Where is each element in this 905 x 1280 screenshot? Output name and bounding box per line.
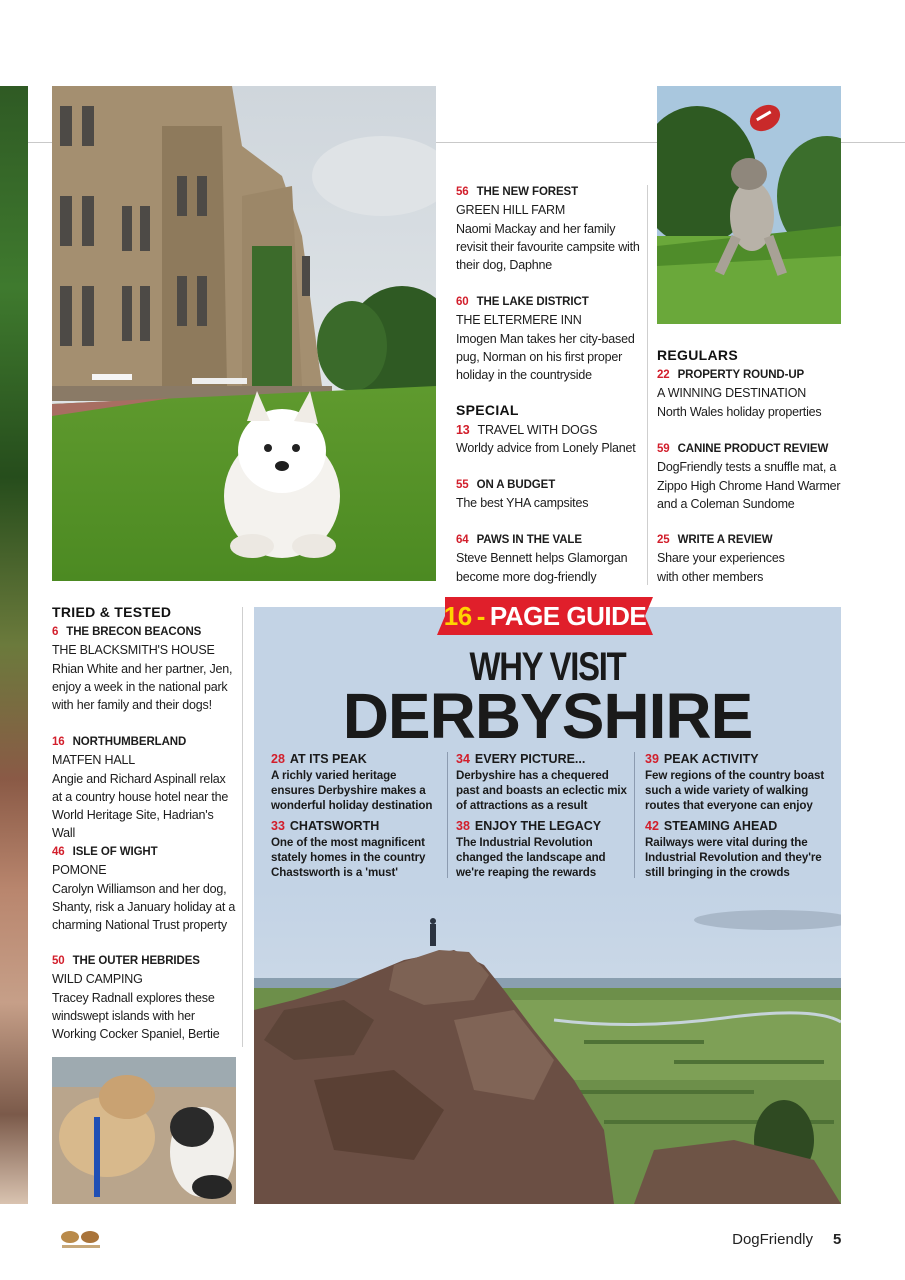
regulars-toc-entry-25[interactable] [657, 531, 807, 586]
guide-item-title: PEAK ACTIVITY [663, 752, 759, 766]
special-toc-entry-55[interactable] [456, 476, 641, 513]
edge-photo-strip [0, 86, 28, 1204]
entry-number: 25 [657, 534, 670, 546]
guide-item-39[interactable] [645, 752, 835, 813]
entry-description: Imogen Man takes her city-based pug, Norman on his first proper holiday in the countryside [456, 331, 635, 383]
entry-number: 46 [52, 846, 65, 858]
left-column-divider [242, 607, 243, 1047]
tried-tested-heading: TRIED & TESTED [52, 604, 172, 620]
left-toc-entry-50[interactable] [52, 952, 238, 1043]
middle-toc-entry-60[interactable] [456, 293, 641, 384]
guide-item-text: Railways were vital during the Industrial Revolution and they're still bringing in the crowds [645, 836, 822, 879]
guide-item-text: A richly varied heritage ensures Derbyshire makes a wonderful holiday destination [271, 769, 433, 812]
top-rule-right [841, 142, 905, 143]
entry-title: PAWS IN THE VALE [476, 534, 582, 546]
entry-title: CANINE PRODUCT REVIEW [677, 443, 829, 455]
guide-item-42[interactable] [645, 819, 835, 880]
guide-divider-2 [634, 752, 635, 878]
top-rule-middle [436, 142, 657, 143]
entry-description: DogFriendly tests a snuffle mat, a Zippo High Chrome Hand Warmer and a Coleman Sundome [657, 460, 841, 511]
entry-number: 6 [52, 626, 59, 638]
regulars-toc-entry-59[interactable] [657, 440, 847, 513]
entry-description: Share your experiences with other members [657, 551, 785, 584]
entry-description: The best YHA campsites [456, 496, 589, 511]
entry-description: Tracey Radnall explores these windswept islands with her Working Cocker Spaniel, Bertie [52, 990, 220, 1042]
entry-number: 16 [52, 736, 65, 748]
guide-column-1 [271, 752, 443, 880]
entry-subtitle: POMONE [52, 863, 107, 878]
footer-brand: DogFriendly [732, 1231, 813, 1248]
left-toc-entry-6[interactable] [52, 623, 238, 714]
guide-item-title: STEAMING AHEAD [663, 819, 778, 833]
entry-title: THE NEW FOREST [476, 186, 579, 198]
entry-subtitle: A WINNING DESTINATION [657, 386, 807, 401]
guide-item-number: 42 [645, 819, 659, 833]
page-guide-banner-text[interactable] [437, 597, 653, 635]
entry-description: Steve Bennett helps Glamorgan become more dog-friendly [456, 551, 628, 584]
entry-number: 60 [456, 296, 469, 308]
banner-number: 16 [443, 601, 472, 631]
entry-description: Carolyn Williamson and her dog, Shanty, risk a January holiday at a charming National Trust property [52, 881, 236, 933]
guide-item-28[interactable] [271, 752, 443, 813]
middle-column-divider [647, 185, 648, 585]
guide-item-title: ENJOY THE LEGACY [474, 819, 602, 833]
special-heading: SPECIAL [456, 402, 519, 418]
guide-item-number: 28 [271, 752, 285, 766]
entry-number: 22 [657, 369, 670, 381]
entry-description: Naomi Mackay and her family revisit their favourite campsite with their dog, Daphne [456, 221, 640, 273]
entry-title: ISLE OF WIGHT [72, 846, 158, 858]
regulars-heading: REGULARS [657, 347, 738, 363]
entry-subtitle: MATFEN HALL [52, 753, 135, 768]
guide-item-text: Few regions of the country boast such a wide variety of walking routes that everyone can enjoy [645, 769, 825, 812]
entry-number: 55 [456, 479, 469, 491]
pug-rugby-ball-photo [657, 86, 841, 324]
guide-divider-1 [447, 752, 448, 878]
special-toc-entry-13[interactable] [456, 421, 641, 458]
dogs-beach-photo [52, 1057, 236, 1204]
guide-item-34[interactable] [456, 752, 628, 813]
left-toc-entry-46[interactable] [52, 843, 238, 934]
guide-item-title: EVERY PICTURE... [474, 752, 586, 766]
left-toc-entry-16[interactable] [52, 733, 238, 843]
entry-number: 59 [657, 443, 670, 455]
entry-number: 50 [52, 955, 65, 967]
page-number: 5 [833, 1231, 842, 1248]
guide-kicker: WHY VISIT [469, 645, 626, 689]
entry-number: 13 [456, 423, 470, 437]
entry-title: THE OUTER HEBRIDES [72, 955, 200, 967]
guide-item-number: 38 [456, 819, 470, 833]
guide-item-text: Derbyshire has a chequered past and boasts an eclectic mix of attractions as a result [456, 769, 627, 812]
entry-title: PROPERTY ROUND-UP [677, 369, 805, 381]
guide-item-number: 34 [456, 752, 470, 766]
entry-title: THE BRECON BEACONS [66, 626, 202, 638]
peak-district-landscape-photo [254, 890, 841, 1204]
guide-item-title: CHATSWORTH [289, 819, 380, 833]
special-toc-entry-64[interactable] [456, 531, 641, 586]
banner-label: PAGE GUIDE [489, 601, 647, 631]
entry-number: 64 [456, 534, 469, 546]
regulars-toc-entry-22[interactable] [657, 366, 847, 421]
dogfriendly-logo-icon [56, 1225, 106, 1255]
entry-title: TRAVEL WITH DOGS [477, 423, 598, 437]
guide-title: DERBYSHIRE [342, 680, 753, 752]
entry-subtitle: THE ELTERMERE INN [456, 313, 582, 328]
banner-dash: - [476, 601, 485, 631]
guide-column-2 [456, 752, 628, 880]
entry-subtitle: WILD CAMPING [52, 972, 143, 987]
entry-title: NORTHUMBERLAND [72, 736, 187, 748]
guide-item-number: 33 [271, 819, 285, 833]
entry-description: Rhian White and her partner, Jen, enjoy a week in the national park with her family and their dogs! [52, 661, 233, 713]
entry-number: 56 [456, 186, 469, 198]
entry-description: Worldy advice from Lonely Planet [456, 441, 636, 456]
guide-column-3 [645, 752, 835, 880]
guide-item-38[interactable] [456, 819, 628, 880]
guide-item-number: 39 [645, 752, 659, 766]
entry-description: North Wales holiday properties [657, 404, 822, 419]
guide-item-title: AT ITS PEAK [289, 752, 367, 766]
guide-item-33[interactable] [271, 819, 443, 880]
entry-description: Angie and Richard Aspinall relax at a country house hotel near the World Heritage Site, Hadrian's Wall [52, 771, 229, 841]
entry-subtitle: GREEN HILL FARM [456, 203, 566, 218]
entry-title: THE LAKE DISTRICT [476, 296, 589, 308]
entry-title: ON A BUDGET [476, 479, 556, 491]
entry-subtitle: THE BLACKSMITH'S HOUSE [52, 643, 215, 658]
guide-item-text: One of the most magnificent stately homes in the country Chastsworth is a 'must' [271, 836, 426, 879]
entry-title: WRITE A REVIEW [677, 534, 773, 546]
middle-toc-entry-56[interactable] [456, 183, 641, 274]
guide-item-text: The Industrial Revolution changed the landscape and we're reaping the rewards [456, 836, 606, 879]
castle-westie-photo [52, 86, 436, 581]
